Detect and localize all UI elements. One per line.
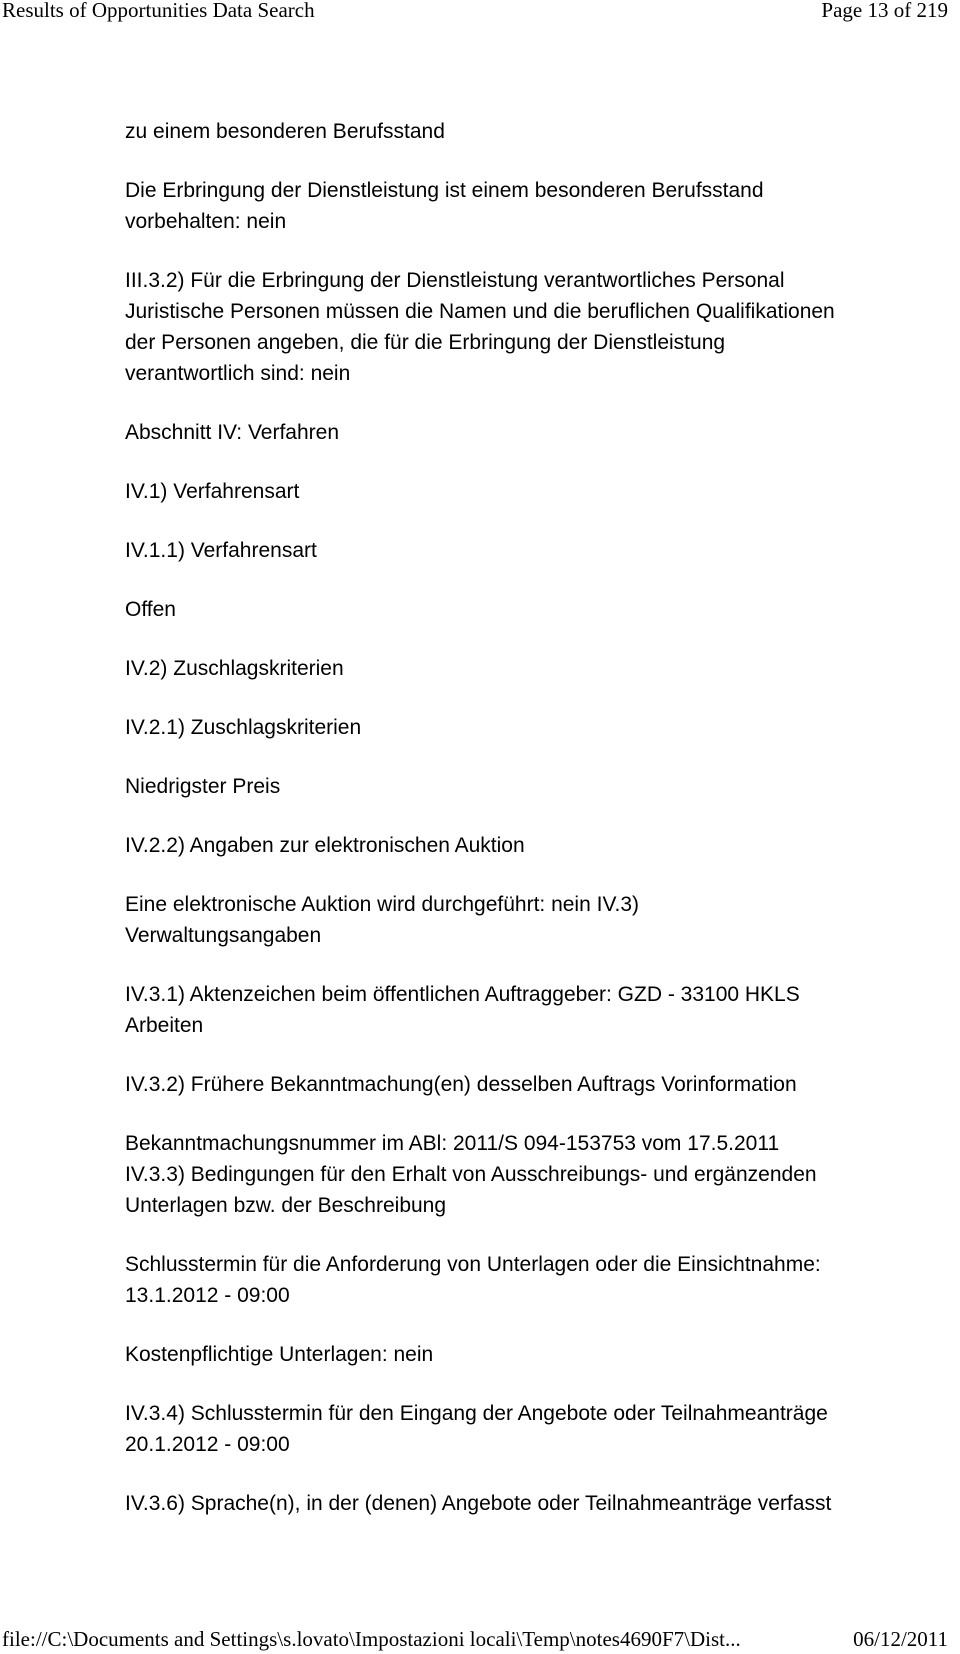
text-paragraph: IV.3.1) Aktenzeichen beim öffentlichen Auftraggeber: GZD - 33100 HKLS Arbeiten xyxy=(125,983,800,1037)
text-paragraph: Die Erbringung der Dienstleistung ist einem besonderen Berufsstand vorbehalten: nein xyxy=(125,179,764,233)
file-path: file://C:\Documents and Settings\s.lovato\Impostazioni locali\Temp\notes4690F7\Dist... xyxy=(2,1627,741,1651)
text-paragraph: IV.3.4) Schlusstermin für den Eingang der Angebote oder Teilnahmeanträge 20.1.2012 - 09:00 xyxy=(125,1402,828,1456)
text-paragraph: Bekanntmachungsnummer im ABl: 2011/S 094-153753 vom 17.5.2011 IV.3.3) Bedingungen für den Erhalt von Ausschreibungs- und ergänzenden Unterlagen bzw. der Beschreibung xyxy=(125,1132,817,1217)
print-footer xyxy=(0,1624,960,1654)
print-date: 06/12/2011 xyxy=(853,1627,948,1651)
text-paragraph: IV.3.6) Sprache(n), in der (denen) Angebote oder Teilnahmeanträge verfasst xyxy=(125,1492,832,1515)
text-paragraph: Eine elektronische Auktion wird durchgeführt: nein IV.3) Verwaltungsangaben xyxy=(125,893,640,947)
text-paragraph: III.3.2) Für die Erbringung der Dienstleistung verantwortliches Personal Juristische Personen müssen die Namen und die beruflichen Qualifikationen der Personen angeben, die für die Erbringung der Dienstleistung verantwortlich sind: nein xyxy=(125,269,835,385)
text-paragraph: IV.2.2) Angaben zur elektronischen Auktion xyxy=(125,834,525,857)
document-body xyxy=(125,116,925,1519)
text-paragraph: Niedrigster Preis xyxy=(125,775,281,798)
text-paragraph: IV.2) Zuschlagskriterien xyxy=(125,657,344,680)
text-paragraph: IV.3.2) Frühere Bekanntmachung(en) desselben Auftrags Vorinformation xyxy=(125,1073,797,1096)
document-title: Results of Opportunities Data Search xyxy=(2,0,315,22)
text-paragraph: IV.1) Verfahrensart xyxy=(125,480,300,503)
text-paragraph: IV.1.1) Verfahrensart xyxy=(125,539,317,562)
section-heading: Abschnitt IV: Verfahren xyxy=(125,421,340,444)
text-paragraph: Kostenpflichtige Unterlagen: nein xyxy=(125,1343,434,1366)
text-paragraph: Schlusstermin für die Anforderung von Unterlagen oder die Einsichtnahme: 13.1.2012 - 09:00 xyxy=(125,1253,821,1307)
text-paragraph: IV.2.1) Zuschlagskriterien xyxy=(125,716,362,739)
page-number: Page 13 of 219 xyxy=(821,0,948,22)
text-paragraph: Offen xyxy=(125,598,176,621)
text-paragraph: zu einem besonderen Berufsstand xyxy=(125,120,445,143)
print-header xyxy=(0,0,960,30)
